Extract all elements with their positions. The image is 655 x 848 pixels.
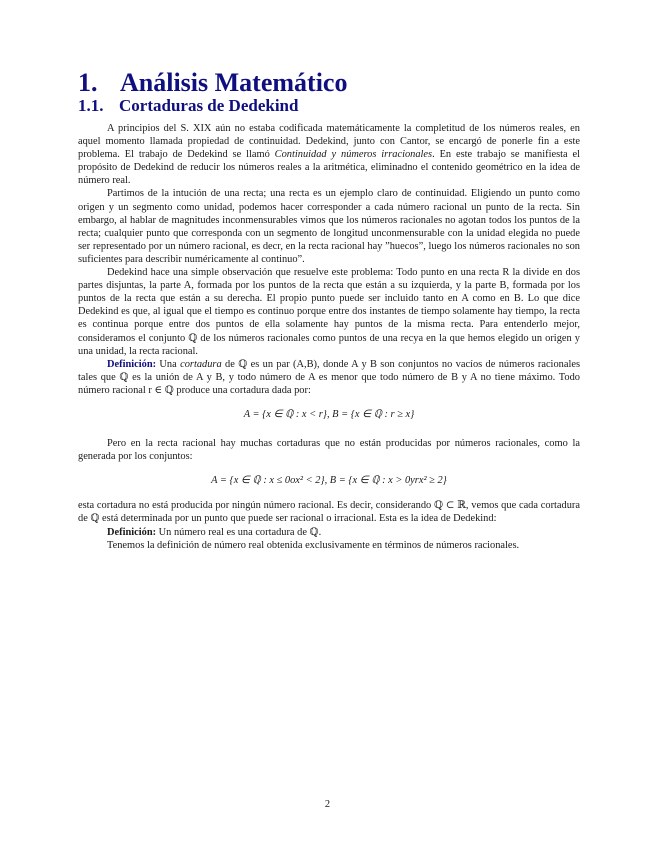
paragraph-conclusion: esta cortadura no está producida por ningún número racional. Es decir, considerando ℚ ⊂ ℝ, vemos que cada cortadura de ℚ está determinada por un punto que puede ser racional o irracional. Esta es la idea de Dedekind: xyxy=(78,500,580,525)
paragraph-text: Una xyxy=(156,358,181,370)
paragraph-final: Tenemos la definición de número real obtenida exclusivamente en términos de números racionales. xyxy=(107,539,520,551)
page-number: 2 xyxy=(324,799,331,810)
section-heading xyxy=(78,68,347,98)
equation-text: A = {x ∈ ℚ : x < r}, B = {x ∈ ℚ : r ≥ x} xyxy=(243,408,415,420)
definition-label: Definición: xyxy=(107,526,157,538)
definition-cut xyxy=(78,358,580,397)
equation-irrational-cut xyxy=(78,474,580,487)
work-title: Continuidad y números irracionales xyxy=(274,149,433,161)
paragraph-line-intuition: Partimos de la intución de una recta; una recta es un ejemplo claro de continuidad. Eligiendo un punto como origen y un segmento como unidad, podemos hacer corresponder a cada número racional un punto de la recta. Sin embargo, al hablar de magnitudes inconmensurables vimos que los números racionales no agotan todos los puntos de la recta; cualquier punto que corresponda con un segmento de longitud unconmensurable con la unidad elegida no puede ser representado por un número racional, es decr, en la recta racional hay ”huecos”, luego los números racionales no son suficientes para describir numéricamente al continuo”. xyxy=(78,188,580,265)
paragraph-text: Un número real es una cortadura de ℚ. xyxy=(156,526,322,538)
paragraph-text: A principios del S. XIX aún no estaba codificada matemáticamente la completitud de los números reales, en aquel momento llamada propiedad de continuidad. Dedekind, junto con Cantor, se encargó de ponerle fin a este problema. El trabajo de Dedekind se llamó xyxy=(78,123,580,161)
equation-rational-cut xyxy=(78,408,580,421)
term-cortadura: cortadura xyxy=(180,358,222,370)
definition-real-number xyxy=(78,526,580,539)
body-text xyxy=(78,122,580,552)
paragraph-text: . En este trabajo se manifiesta el propósito de Dedekind de reducir los números reales a la aritmética, eliminadno el contenido geométrico en la idea de número real. xyxy=(78,149,580,187)
definition-label: Definición: xyxy=(107,358,157,370)
subsection-number: 1.1. xyxy=(78,96,104,115)
equation-text: A = {x ∈ ℚ : x ≤ 0ox² < 2}, B = {x ∈ ℚ : x > 0yrx² ≥ 2} xyxy=(211,475,447,487)
paragraph-non-rational-cuts: Pero en la recta racional hay muchas cortaduras que no están producidas por números racionales, como la generada por los conjuntos: xyxy=(78,438,580,463)
subsection-title: Cortaduras de Dedekind xyxy=(119,96,299,115)
section-number: 1. xyxy=(78,68,98,97)
section-title: Análisis Matemático xyxy=(120,68,348,97)
paragraph-intro xyxy=(78,122,580,187)
paragraph-text: de ℚ es un par (A,B), donde A y B son conjuntos no vacíos de números racionales tales que ℚ es la unión de A y B, y todo número de A es menor que todo número de B y A no tiene máximo. Todo número racional r ∈ ℚ produce una cortadura dada por: xyxy=(78,358,580,396)
paragraph-dedekind-observation: Dedekind hace una simple observación que resuelve este problema: Todo punto en una recta R la divide en dos partes disjuntas, la parte A, formada por los puntos de la recta que están a su izquierda, y la parte B, formada por los puntos de la recta que están a su derecha. El propio punto puede ser incluido tanto en A como en B. Lo que dice Dedekind es que, al igual que el tiempo es continuo porque entre dos instantes de tiempo solamente hay tiempo, la recta es continua porque entre dos puntos de ella solamente hay puntos de la misma recta. Para entenderlo mejor, consideramos el conjunto ℚ de los números racionales como puntos de una recya en la que hemos elegido un origen y una unidad, la recta racional. xyxy=(78,267,580,357)
subsection-heading xyxy=(78,96,298,116)
